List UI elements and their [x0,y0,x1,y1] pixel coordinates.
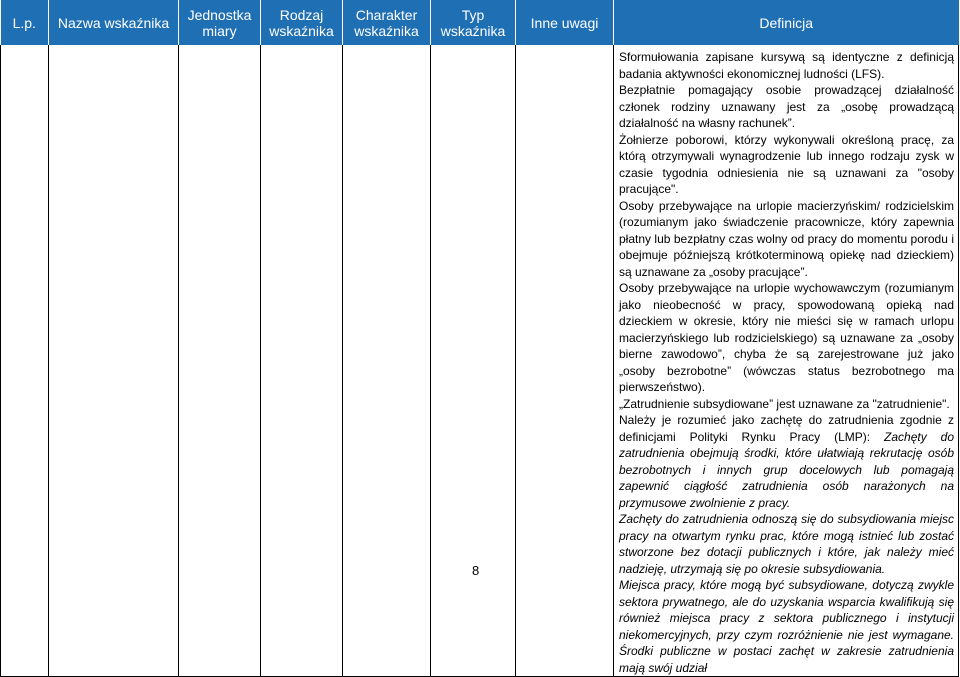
definition-paragraph: Osoby przebywające na urlopie wychowawczym (rozumianym jako nieobecność w pracy, spowodowaną opieką nad dzieckiem w okresie, który nie mieści się w ramach urlopu macierzyńskiego lub rodzicielskiego) są uznawane za „osoby bierne zawodowo”, chyba że są zarejestrowane już jako „osoby bezrobotne” (wówczas status bezrobotnego ma pierwszeństwo). [619,281,954,394]
cell-other-notes [516,45,614,677]
header-indicator-character: Charakter wskaźnika [343,0,431,45]
cell-indicator-kind [261,45,343,677]
header-indicator-name: Nazwa wskaźnika [49,0,179,45]
table-header-row [1,0,959,45]
definition-paragraph [619,412,954,511]
table-row [1,45,959,677]
definition-paragraph: Zachęty do zatrudnienia odnoszą się do subsydiowania miejsc pracy na otwartym rynku prac, które mogą istnieć lub zostać stworzone bez dotacji publicznych i które, jak należy mieć nadzieję, utrzymają się po okresie subsydiowania. [619,512,954,576]
header-indicator-type: Typ wskaźnika [431,0,516,45]
header-unit: Jednostka miary [179,0,261,45]
definition-paragraph: „Zatrudnienie subsydiowane” jest uznawane za "zatrudnienie". [619,396,950,411]
definition-paragraph: Sformułowania zapisane kursywą są identyczne z definicją badania aktywności ekonomicznej ludności (LFS). [619,50,954,81]
header-indicator-kind: Rodzaj wskaźnika [261,0,343,45]
definition-paragraph: Żołnierze poborowi, którzy wykonywali określoną pracę, za którą otrzymywali wynagrodzenie lub innego rodzaju zysk w czasie tygodnia odniesienia nie są uznawani za "osoby pracujące". [619,132,954,196]
header-lp: L.p. [1,0,49,45]
header-other-notes: Inne uwagi [516,0,614,45]
cell-definition [614,45,959,677]
cell-indicator-type [431,45,516,677]
definition-paragraph: Miejsca pracy, które mogą być subsydiowane, dotyczą zwykle sektora prywatnego, ale do uzyskania wsparcia kwalifikują się również miejsca pracy z sektora publicznego i instytucji niekomercyjnych, przy czym rozróżnienie nie jest wymagane. Środki publiczne w postaci zachęt w zakresie zatrudnienia mają swój udział [619,578,954,675]
page-number: 8 [472,563,480,578]
definition-paragraph: Bezpłatnie pomagający osobie prowadzącej działalność członek rodziny uznawany jest za „osobę prowadzącą działalność na własny rachunek”. [619,83,954,130]
definition-text: Należy je rozumieć jako zachętę do zatrudnienia zgodnie z definicjami Polityki Rynku Pracy (LMP): [619,413,954,444]
cell-indicator-name [49,45,179,677]
cell-lp [1,45,49,677]
header-definition: Definicja [614,0,959,45]
cell-indicator-character [343,45,431,677]
definition-paragraph: Osoby przebywające na urlopie macierzyńskim/ rodzicielskim (rozumianym jako świadczenie pracownicze, który zapewnia płatny lub bezpłatny czas wolny od pracy do momentu porodu i obejmuje późniejszą krótkoterminową opiekę nad dzieckiem) są uznawane za „osoby pracujące”. [619,198,954,279]
definition-italic-text: Zachęty do zatrudnienia obejmują środki, które ułatwiają rekrutację osób bezrobotnych i innych grup docelowych lub pomagają zapewnić ciągłość zatrudnienia osób narażonych na przymusowe zwolnienie z pracy. [619,429,954,510]
cell-unit [179,45,261,677]
